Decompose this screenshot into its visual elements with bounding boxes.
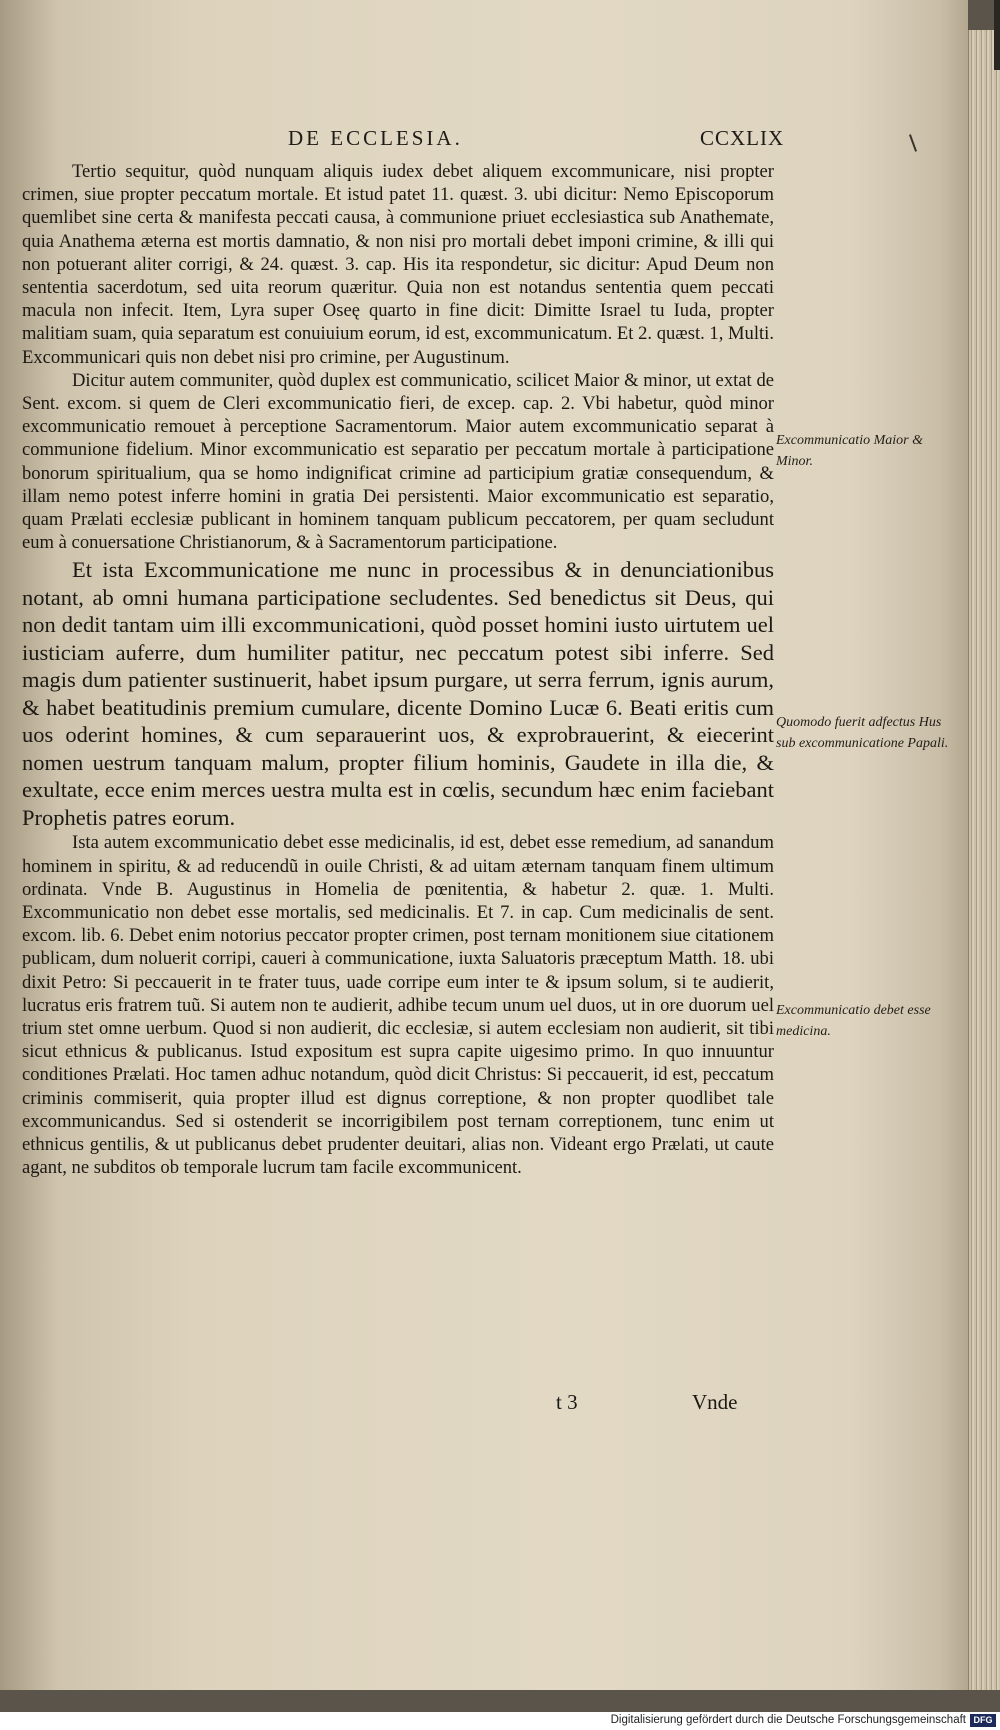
page-foot (0, 1390, 968, 1420)
running-header (0, 126, 968, 156)
paragraph-1: Tertio sequitur, quòd nunquam aliquis iudex debet aliquem excommunicare, nisi propter crimen, siue propter peccatum mortale. Et istud patet 11. quæst. 3. ubi dicitur: Nemo Episcoporum quemlibet sine certa & manifesta peccati causa, à communione priuet ecclesiastica sub Anathemate, quia Anathema æterna est mortis damnatio, & non nisi pro mortali debet imponi crimine, & illi qui non potuerant aliter corrigi, & 24. quæst. 3. cap. His ita respondetur, sic dicitur: Apud Deum non sententia sacerdotum, sed uita reorum quæritur. Quia non est notandus sententia quem peccati macula non infecit. Item, Lyra super Oseę quarto in fine dicit: Dimitte Israel tu Iuda, propter malitiam suam, quia separatum est conuiuium eorum, id est, excommunicatum. Et 2. quæst. 1, Multi. Excommunicari quis non debet nisi pro crimine, per Augustinum. (22, 161, 774, 368)
marginal-note-3: Excommunicatio debet esse medicina. (776, 1003, 931, 1039)
folio-number: CCXLIX (700, 126, 785, 150)
paragraph-2: Dicitur autem communiter, quòd duplex est communicatio, scilicet Maior & minor, ut extat de Sent. excom. si quem de Cleri excommunicatio fieri, de excep. cap. 2. Vbi habetur, quòd minor excommunicatio remouet à perceptione Sacramentorum. Maior autem excommunicatio separat à communione fidelium. Minor excommunicatio est separatio per peccatum mortale à participatione bonorum spiritualium, qua se homo indignificat crimine ad participium gratiæ consequendum, & illam nemo potest inferre homini in gratia Dei persistenti. Maior excommunicatio est separatio, quam Prælati ecclesiæ publicant in hominem tanquam publicum peccatorem, per quam secludunt eum à conuersatione Christianorum, & à Sacramentorum participatione. (22, 369, 774, 554)
signature-mark: t 3 (556, 1390, 578, 1414)
dfg-logo: DFG (970, 1714, 996, 1727)
paragraph-3: Et ista Excommunicatione me nunc in processibus & in denunciationibus notant, ab omni humana participatione secludentes. Sed benedictus sit Deus, qui non dedit tantam uim illi excommunicationi, quòd posset homini iusto uirtutem uel iusticiam auferre, dum humiliter patitur, nec peccatum potest sibi inferre. Sed magis dum patienter sustinuerit, habet ipsum purgare, ut serra ferrum, ignis aurum, & habet beatitudinis premium cumulare, dicente Domino Lucæ 6. Beati eritis cum uos oderint homines, & cum separauerint uos, & exprobrauerint, & eiecerint nomen uestrum tanquam malum, propter filium hominis, Gaudete in illa die, & exultate, ecce enim merces uestra multa est in cœlis, secundum hæc enim faciebant Prophetis patres eorum. (22, 557, 774, 830)
marginal-note-1: Excommunicatio Maior & Minor. (776, 433, 923, 469)
book-spine-shadow (994, 0, 1000, 70)
running-title: DE ECCLESIA. (288, 126, 463, 150)
digitization-footer (0, 1712, 1000, 1730)
main-text-column (22, 160, 774, 1180)
paragraph-4: Ista autem excommunicatio debet esse medicinalis, id est, debet esse remedium, ad sanandum hominem in spiritu, & ad reducendũ in ouile Christi, & ad uitam æternam tanquam finem ultimum ordinata. Vnde B. Augustinus in Homelia de pœnitentia, & habetur 2. quæ. 1. Multi. Excommunicatio non debet esse mortalis, sed medicinalis. Et 7. in cap. Cum medicinalis de sent. excom. lib. 6. Debet enim notorius peccator propter crimen, post ternam monitionem siue citationem publicam, dum noluerit corripi, caueri à communicatione, iuxta Saluatoris præceptum Matth. 18. ubi dixit Petro: Si peccauerit in te frater tuus, uade corripe eum inter te & ipsum solum, si te audierit, lucratus eris fratrem tuũ. Si autem non te audierit, adhibe tecum unum uel duos, ut in ore duorum uel trium stet omne uerbum. Quod si non audierit, dic ecclesiæ, si autem ecclesiam non audierit, sit tibi sicut ethnicus & publicanus. Istud expositum est supra capite uigesimo primo. In quo innuuntur conditiones Prælati. Hoc tamen adhuc notandum, quòd dicit Christus: Si peccauerit, id est, peccatum criminis commiserit, quia propter illud est dignus correptione, & non propter quodlibet tale excommunicandus. Sed si ostenderit se incorrigibilem post ternam correptionem, tunc enim ut ethnicus gentilis, & ut publicanus debet prudenter deuitari, alias non. Videant ergo Prælati, ut caute agant, ne subditos ob temporale lucrum tam facile excommunicent. (22, 832, 774, 1179)
catchword: Vnde (692, 1390, 738, 1414)
marginal-note-2: Quomodo fuerit adfectus Hus sub excommunicatione Papali. (776, 715, 949, 751)
page-edges (968, 30, 1000, 1690)
footer-credit: Digitalisierung gefördert durch die Deutsche Forschungsgemeinschaft (610, 1714, 966, 1726)
